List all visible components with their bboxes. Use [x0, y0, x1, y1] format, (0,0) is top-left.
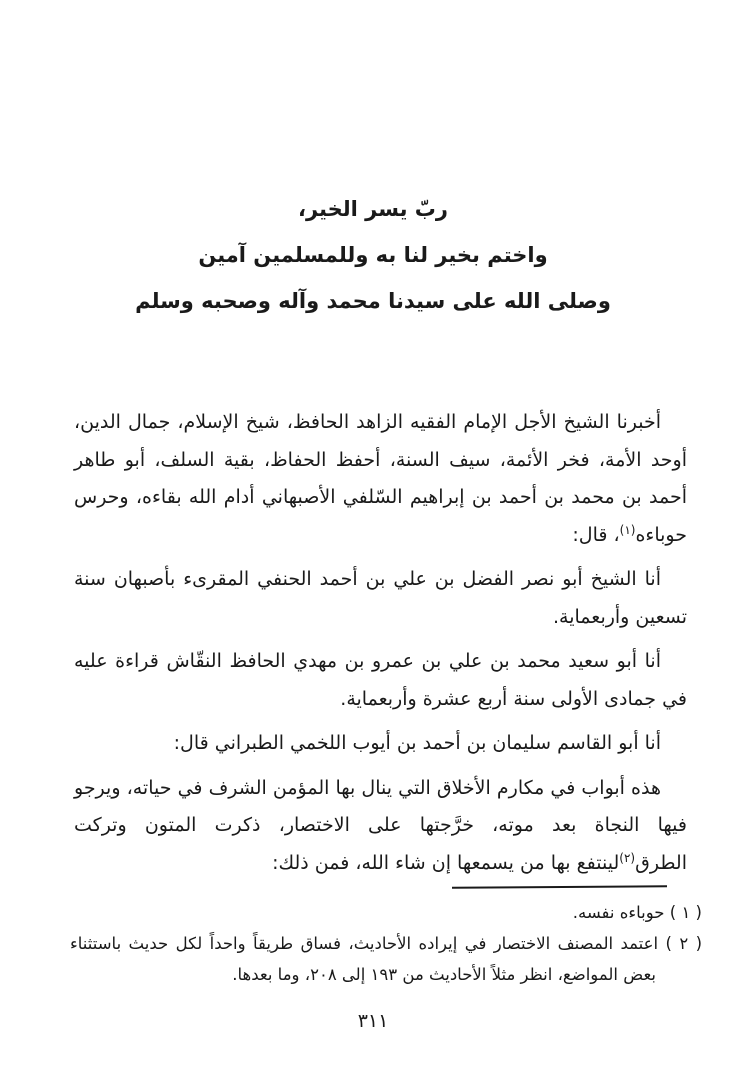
footnote-1-text: حوباءه نفسه.	[572, 903, 665, 922]
paragraph-1-tail: ، قال:	[572, 523, 620, 546]
footnote-ref-2: (٢)	[619, 850, 636, 865]
paragraph-5-tail: لينتفع بها من يسمعها إن شاء الله، فمن ذلك:	[272, 851, 620, 874]
footnote-1-marker: ( ١ )	[669, 903, 702, 922]
document-body	[74, 404, 687, 889]
footnote-2	[70, 928, 702, 990]
paragraph-5-text: هذه أبواب في مكارم الأخلاق التي ينال بها المؤمن الشرف في حياته، ويرجو فيها النجاة بعد موته، خرَّجتها على الاختصار، ذكرت المتون وتركت الطرق	[74, 776, 687, 874]
paragraph-1-text: أخبرنا الشيخ الأجل الإمام الفقيه الزاهد الحافظ، شيخ الإسلام، جمال الدين، أوحد الأمة، فخر الأئمة، سيف السنة، أحفظ الحفاظ، بقية السلف، أبو طاهر أحمد بن محمد بن أحمد بن إبراهيم السّلفي الأصبهاني أدام الله بقاءه، وحرس حوباءه	[74, 411, 687, 546]
invocation-line-1: ربّ يسر الخير،	[298, 197, 448, 221]
footnotes-section	[70, 897, 702, 990]
footnote-2-marker: ( ٢ )	[665, 934, 703, 953]
invocation-line-2: واختم بخير لنا به وللمسلمين آمين	[198, 243, 548, 267]
page-number: ٣١١	[357, 1010, 389, 1032]
footnote-ref-1: (١)	[619, 522, 636, 537]
invocation-line-3: وصلى الله على سيدنا محمد وآله وصحبه وسلم	[135, 289, 611, 313]
paragraph-5	[74, 770, 687, 883]
paragraph-2: أنا الشيخ أبو نصر الفضل بن علي بن أحمد الحنفي المقرىء بأصبهان سنة تسعين وأربعماية.	[74, 568, 687, 628]
footnote-2-text: اعتمد المصنف الاختصار في إيراده الأحاديث، فساق طريقاً واحداً لكل حديث باستثناء بعض المواضع، انظر مثلاً الأحاديث من ١٩٣ إلى ٢٠٨، وما بعدها.	[70, 934, 659, 984]
paragraph-4: أنا أبو القاسم سليمان بن أحمد بن أيوب اللخمي الطبراني قال:	[173, 732, 661, 754]
paragraph-3: أنا أبو سعيد محمد بن علي بن عمرو بن مهدي الحافظ النقّاش قراءة عليه في جمادى الأولى سنة أربع عشرة وأربعماية.	[74, 650, 687, 710]
footnote-1	[70, 897, 702, 928]
opening-invocation	[0, 186, 746, 324]
paragraph-1	[74, 404, 687, 554]
